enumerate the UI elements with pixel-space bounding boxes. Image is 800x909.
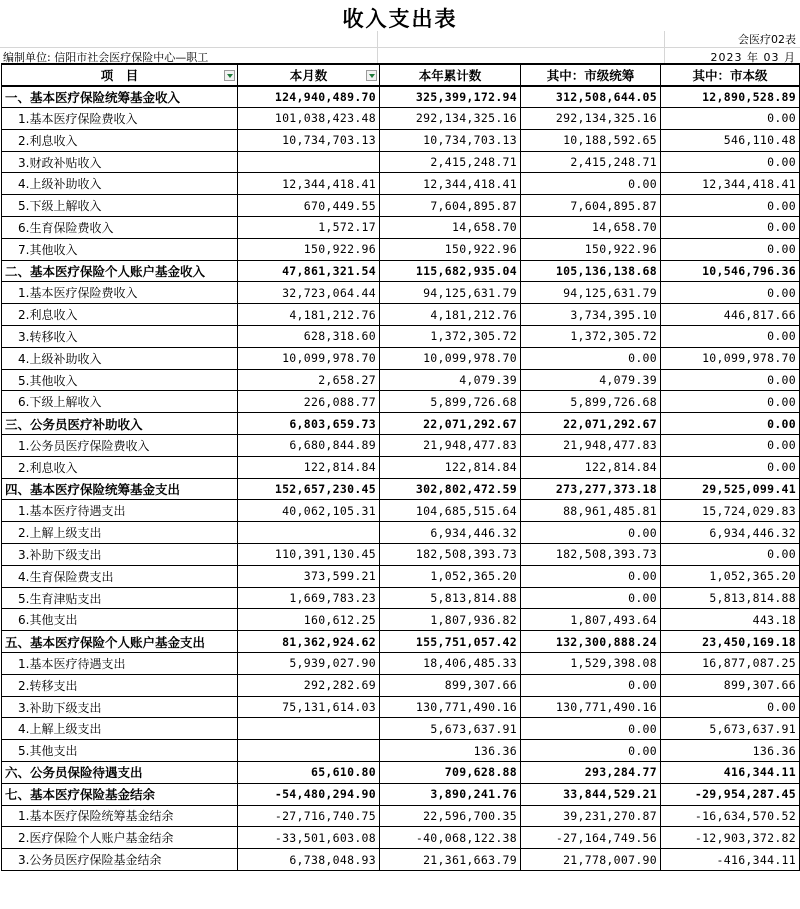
value-cell[interactable]: 110,391,130.45 bbox=[238, 544, 380, 566]
row-label-cell[interactable]: 2.转移支出 bbox=[2, 674, 238, 696]
value-cell[interactable]: 182,508,393.73 bbox=[380, 544, 521, 566]
row-label-cell[interactable]: 2.利息收入 bbox=[2, 304, 238, 326]
value-cell[interactable] bbox=[238, 522, 380, 544]
value-cell[interactable]: 5,673,637.91 bbox=[661, 718, 800, 740]
value-cell[interactable]: -416,344.11 bbox=[661, 849, 800, 871]
value-cell[interactable]: 12,344,418.41 bbox=[380, 173, 521, 195]
value-cell[interactable]: 0.00 bbox=[661, 195, 800, 217]
value-cell[interactable]: 130,771,490.16 bbox=[380, 696, 521, 718]
row-label-cell[interactable]: 4.上解上级支出 bbox=[2, 718, 238, 740]
value-cell[interactable]: 29,525,099.41 bbox=[661, 478, 800, 500]
value-cell[interactable]: 40,062,105.31 bbox=[238, 500, 380, 522]
table-row bbox=[2, 849, 800, 871]
value-cell[interactable]: 12,344,418.41 bbox=[238, 173, 380, 195]
value-cell[interactable]: 0.00 bbox=[521, 587, 661, 609]
row-label-cell[interactable]: 5.其他支出 bbox=[2, 740, 238, 762]
value-cell[interactable]: 7,604,895.87 bbox=[380, 195, 521, 217]
value-cell[interactable]: 1,807,493.64 bbox=[521, 609, 661, 631]
row-label-cell[interactable]: 1.基本医疗待遇支出 bbox=[2, 500, 238, 522]
table-row bbox=[2, 369, 800, 391]
row-label-cell[interactable]: 6.其他支出 bbox=[2, 609, 238, 631]
unit-date-row bbox=[0, 47, 800, 64]
compiling-unit: 编制单位: 信阳市社会医疗保险中心—职工 bbox=[3, 51, 209, 64]
cell-divider bbox=[664, 31, 665, 64]
value-cell[interactable]: 6,803,659.73 bbox=[238, 413, 380, 435]
value-cell[interactable]: 5,899,726.68 bbox=[380, 391, 521, 413]
value-cell[interactable]: -29,954,287.45 bbox=[661, 783, 800, 805]
row-label-cell[interactable]: 4.上级补助收入 bbox=[2, 347, 238, 369]
table-row bbox=[2, 435, 800, 457]
value-cell[interactable]: 0.00 bbox=[521, 740, 661, 762]
value-cell[interactable]: 10,188,592.65 bbox=[521, 129, 661, 151]
value-cell[interactable]: -54,480,294.90 bbox=[238, 783, 380, 805]
income-expense-table bbox=[1, 63, 800, 871]
value-cell[interactable]: 0.00 bbox=[661, 544, 800, 566]
table-section-row bbox=[2, 413, 800, 435]
value-cell[interactable]: 709,628.88 bbox=[380, 762, 521, 784]
value-cell[interactable]: 3,734,395.10 bbox=[521, 304, 661, 326]
value-cell[interactable]: -27,164,749.56 bbox=[521, 827, 661, 849]
value-cell[interactable]: 1,052,365.20 bbox=[380, 565, 521, 587]
table-row bbox=[2, 195, 800, 217]
value-cell[interactable]: 155,751,057.42 bbox=[380, 631, 521, 653]
value-cell[interactable]: 75,131,614.03 bbox=[238, 696, 380, 718]
value-cell[interactable]: 21,948,477.83 bbox=[380, 435, 521, 457]
row-label-cell[interactable]: 4.生育保险费支出 bbox=[2, 565, 238, 587]
table-row bbox=[2, 696, 800, 718]
value-cell[interactable]: 10,734,703.13 bbox=[380, 129, 521, 151]
value-cell[interactable] bbox=[238, 740, 380, 762]
table-row bbox=[2, 347, 800, 369]
value-cell[interactable]: 33,844,529.21 bbox=[521, 783, 661, 805]
value-cell[interactable]: 0.00 bbox=[521, 565, 661, 587]
value-cell[interactable]: 21,948,477.83 bbox=[521, 435, 661, 457]
report-year: 2023 bbox=[710, 51, 743, 64]
value-cell[interactable]: 0.00 bbox=[661, 391, 800, 413]
column-header-city-level: 其中：市本级 bbox=[661, 64, 800, 86]
table-row bbox=[2, 718, 800, 740]
value-cell[interactable]: 10,099,978.70 bbox=[661, 347, 800, 369]
value-cell[interactable]: 10,099,978.70 bbox=[238, 347, 380, 369]
row-label-cell[interactable]: 1.基本医疗待遇支出 bbox=[2, 653, 238, 675]
value-cell[interactable]: 10,546,796.36 bbox=[661, 260, 800, 282]
value-cell[interactable]: 1,807,936.82 bbox=[380, 609, 521, 631]
value-cell[interactable]: 101,038,423.48 bbox=[238, 108, 380, 130]
value-cell[interactable]: -12,903,372.82 bbox=[661, 827, 800, 849]
report-month: 03 bbox=[763, 51, 780, 64]
value-cell[interactable]: 416,344.11 bbox=[661, 762, 800, 784]
row-label-cell[interactable]: 7.其他收入 bbox=[2, 238, 238, 260]
value-cell[interactable]: 104,685,515.64 bbox=[380, 500, 521, 522]
value-cell[interactable]: 0.00 bbox=[661, 435, 800, 457]
row-label-cell[interactable]: 5.其他收入 bbox=[2, 369, 238, 391]
row-label-cell[interactable]: 六、公务员保险待遇支出 bbox=[2, 762, 238, 784]
table-row bbox=[2, 304, 800, 326]
value-cell[interactable]: 0.00 bbox=[521, 347, 661, 369]
row-label-cell[interactable]: 一、基本医疗保险统筹基金收入 bbox=[2, 86, 238, 108]
year-label: 年 bbox=[747, 51, 759, 64]
value-cell[interactable]: 312,508,644.05 bbox=[521, 86, 661, 108]
table-row bbox=[2, 805, 800, 827]
value-cell[interactable]: 5,899,726.68 bbox=[521, 391, 661, 413]
value-cell[interactable]: 292,134,325.16 bbox=[521, 108, 661, 130]
value-cell[interactable]: 47,861,321.54 bbox=[238, 260, 380, 282]
value-cell[interactable]: 0.00 bbox=[661, 238, 800, 260]
row-label-cell[interactable]: 5.生育津贴支出 bbox=[2, 587, 238, 609]
table-row bbox=[2, 674, 800, 696]
row-label-cell[interactable]: 3.财政补贴收入 bbox=[2, 151, 238, 173]
value-cell[interactable]: -27,716,740.75 bbox=[238, 805, 380, 827]
value-cell[interactable]: 0.00 bbox=[521, 718, 661, 740]
row-label-cell[interactable]: 五、基本医疗保险个人账户基金支出 bbox=[2, 631, 238, 653]
value-cell[interactable]: 12,890,528.89 bbox=[661, 86, 800, 108]
row-label-cell[interactable]: 1.基本医疗保险费收入 bbox=[2, 282, 238, 304]
value-cell[interactable]: 1,372,305.72 bbox=[521, 326, 661, 348]
value-cell[interactable]: 899,307.66 bbox=[661, 674, 800, 696]
value-cell[interactable]: 10,099,978.70 bbox=[380, 347, 521, 369]
row-label-cell[interactable]: 3.补助下级支出 bbox=[2, 544, 238, 566]
table-row bbox=[2, 391, 800, 413]
value-cell[interactable]: 0.00 bbox=[661, 217, 800, 239]
table-row bbox=[2, 217, 800, 239]
value-cell[interactable]: 136.36 bbox=[380, 740, 521, 762]
filter-dropdown-icon[interactable] bbox=[366, 70, 377, 81]
row-label-cell[interactable]: 二、基本医疗保险个人账户基金收入 bbox=[2, 260, 238, 282]
value-cell[interactable]: 6,934,446.32 bbox=[661, 522, 800, 544]
value-cell[interactable]: 0.00 bbox=[661, 108, 800, 130]
value-cell[interactable] bbox=[238, 151, 380, 173]
value-cell[interactable]: 446,817.66 bbox=[661, 304, 800, 326]
row-label-cell[interactable]: 2.医疗保险个人账户基金结余 bbox=[2, 827, 238, 849]
row-label-cell[interactable]: 6.下级上解收入 bbox=[2, 391, 238, 413]
filter-dropdown-icon[interactable] bbox=[224, 70, 235, 81]
column-header-city-pool: 其中：市级统筹 bbox=[521, 64, 661, 86]
table-row bbox=[2, 544, 800, 566]
table-section-row bbox=[2, 762, 800, 784]
value-cell[interactable]: 0.00 bbox=[661, 369, 800, 391]
value-cell[interactable]: 5,813,814.88 bbox=[661, 587, 800, 609]
value-cell[interactable]: 130,771,490.16 bbox=[521, 696, 661, 718]
value-cell[interactable]: 122,814.84 bbox=[238, 456, 380, 478]
column-header-item: 项 目 bbox=[2, 64, 238, 86]
table-section-row bbox=[2, 783, 800, 805]
value-cell[interactable]: 1,529,398.08 bbox=[521, 653, 661, 675]
value-cell[interactable]: 0.00 bbox=[661, 282, 800, 304]
value-cell[interactable]: 0.00 bbox=[661, 696, 800, 718]
value-cell[interactable]: 1,052,365.20 bbox=[661, 565, 800, 587]
row-label-cell[interactable]: 1.基本医疗保险费收入 bbox=[2, 108, 238, 130]
table-row bbox=[2, 173, 800, 195]
row-label-cell[interactable]: 2.利息收入 bbox=[2, 129, 238, 151]
value-cell[interactable]: 292,134,325.16 bbox=[380, 108, 521, 130]
table-header-row bbox=[2, 64, 800, 86]
value-cell[interactable]: 81,362,924.62 bbox=[238, 631, 380, 653]
value-cell[interactable]: -40,068,122.38 bbox=[380, 827, 521, 849]
value-cell[interactable]: 5,813,814.88 bbox=[380, 587, 521, 609]
value-cell[interactable]: 5,939,027.90 bbox=[238, 653, 380, 675]
row-label-cell[interactable]: 2.上解上级支出 bbox=[2, 522, 238, 544]
table-row bbox=[2, 108, 800, 130]
value-cell[interactable]: 7,604,895.87 bbox=[521, 195, 661, 217]
table-row bbox=[2, 326, 800, 348]
table-row bbox=[2, 456, 800, 478]
value-cell[interactable]: 1,372,305.72 bbox=[380, 326, 521, 348]
value-cell[interactable]: 150,922.96 bbox=[380, 238, 521, 260]
form-code-row bbox=[0, 30, 800, 47]
value-cell[interactable]: 899,307.66 bbox=[380, 674, 521, 696]
value-cell[interactable]: 150,922.96 bbox=[521, 238, 661, 260]
value-cell[interactable]: 21,361,663.79 bbox=[380, 849, 521, 871]
table-row bbox=[2, 151, 800, 173]
value-cell[interactable]: 16,877,087.25 bbox=[661, 653, 800, 675]
table-row bbox=[2, 129, 800, 151]
value-cell[interactable]: 293,284.77 bbox=[521, 762, 661, 784]
table-row bbox=[2, 522, 800, 544]
row-label-cell[interactable]: 七、基本医疗保险基金结余 bbox=[2, 783, 238, 805]
value-cell[interactable]: 4,079.39 bbox=[380, 369, 521, 391]
value-cell[interactable]: 21,778,007.90 bbox=[521, 849, 661, 871]
report-title: 收入支出表 bbox=[342, 7, 458, 31]
value-cell[interactable]: 0.00 bbox=[661, 326, 800, 348]
row-label-cell[interactable]: 3.补助下级支出 bbox=[2, 696, 238, 718]
month-label: 月 bbox=[784, 51, 796, 64]
table-body bbox=[2, 86, 800, 871]
value-cell[interactable]: 22,071,292.67 bbox=[380, 413, 521, 435]
value-cell[interactable]: 373,599.21 bbox=[238, 565, 380, 587]
value-cell[interactable]: -33,501,603.08 bbox=[238, 827, 380, 849]
column-header-month: 本月数 bbox=[238, 64, 380, 86]
value-cell[interactable]: 94,125,631.79 bbox=[521, 282, 661, 304]
value-cell[interactable] bbox=[238, 718, 380, 740]
value-cell[interactable]: 226,088.77 bbox=[238, 391, 380, 413]
value-cell[interactable]: 10,734,703.13 bbox=[238, 129, 380, 151]
value-cell[interactable]: 4,181,212.76 bbox=[238, 304, 380, 326]
value-cell[interactable]: 0.00 bbox=[661, 151, 800, 173]
table-section-row bbox=[2, 260, 800, 282]
value-cell[interactable]: 1,669,783.23 bbox=[238, 587, 380, 609]
table-section-row bbox=[2, 631, 800, 653]
value-cell[interactable]: 23,450,169.18 bbox=[661, 631, 800, 653]
value-cell[interactable]: 670,449.55 bbox=[238, 195, 380, 217]
value-cell[interactable]: 2,658.27 bbox=[238, 369, 380, 391]
value-cell[interactable]: 32,723,064.44 bbox=[238, 282, 380, 304]
table-row bbox=[2, 653, 800, 675]
value-cell[interactable]: 292,282.69 bbox=[238, 674, 380, 696]
table-row bbox=[2, 565, 800, 587]
column-header-ytd: 本年累计数 bbox=[380, 64, 521, 86]
value-cell[interactable]: 546,110.48 bbox=[661, 129, 800, 151]
row-label-cell[interactable]: 3.转移收入 bbox=[2, 326, 238, 348]
value-cell[interactable]: 0.00 bbox=[521, 674, 661, 696]
form-code: 会医疗02表 bbox=[738, 33, 796, 46]
value-cell[interactable]: 2,415,248.71 bbox=[380, 151, 521, 173]
row-label-cell[interactable]: 四、基本医疗保险统筹基金支出 bbox=[2, 478, 238, 500]
value-cell[interactable]: 0.00 bbox=[661, 413, 800, 435]
value-cell[interactable]: 628,318.60 bbox=[238, 326, 380, 348]
value-cell[interactable]: 115,682,935.04 bbox=[380, 260, 521, 282]
value-cell[interactable]: 22,071,292.67 bbox=[521, 413, 661, 435]
table-row bbox=[2, 282, 800, 304]
value-cell[interactable]: 14,658.70 bbox=[521, 217, 661, 239]
value-cell[interactable]: 124,940,489.70 bbox=[238, 86, 380, 108]
row-label-cell[interactable]: 1.基本医疗保险统筹基金结余 bbox=[2, 805, 238, 827]
value-cell[interactable]: 4,079.39 bbox=[521, 369, 661, 391]
value-cell[interactable]: 2,415,248.71 bbox=[521, 151, 661, 173]
value-cell[interactable]: 152,657,230.45 bbox=[238, 478, 380, 500]
row-label-cell[interactable]: 6.生育保险费收入 bbox=[2, 217, 238, 239]
table-section-row bbox=[2, 86, 800, 108]
value-cell[interactable]: 0.00 bbox=[521, 173, 661, 195]
value-cell[interactable]: 18,406,485.33 bbox=[380, 653, 521, 675]
cell-divider bbox=[377, 31, 378, 64]
value-cell[interactable]: 39,231,270.87 bbox=[521, 805, 661, 827]
value-cell[interactable]: 12,344,418.41 bbox=[661, 173, 800, 195]
row-label-cell[interactable]: 5.下级上解收入 bbox=[2, 195, 238, 217]
value-cell[interactable]: 65,610.80 bbox=[238, 762, 380, 784]
value-cell[interactable]: 5,673,637.91 bbox=[380, 718, 521, 740]
value-cell[interactable]: 1,572.17 bbox=[238, 217, 380, 239]
table-row bbox=[2, 500, 800, 522]
value-cell[interactable]: 302,802,472.59 bbox=[380, 478, 521, 500]
row-label-cell[interactable]: 3.公务员医疗保险基金结余 bbox=[2, 849, 238, 871]
value-cell[interactable]: 6,738,048.93 bbox=[238, 849, 380, 871]
value-cell[interactable]: 105,136,138.68 bbox=[521, 260, 661, 282]
value-cell[interactable]: 6,680,844.89 bbox=[238, 435, 380, 457]
value-cell[interactable]: 3,890,241.76 bbox=[380, 783, 521, 805]
row-label-cell[interactable]: 1.公务员医疗保险费收入 bbox=[2, 435, 238, 457]
value-cell[interactable]: 22,596,700.35 bbox=[380, 805, 521, 827]
table-row bbox=[2, 827, 800, 849]
value-cell[interactable]: 182,508,393.73 bbox=[521, 544, 661, 566]
value-cell[interactable]: 325,399,172.94 bbox=[380, 86, 521, 108]
value-cell[interactable]: 122,814.84 bbox=[521, 456, 661, 478]
value-cell[interactable]: 160,612.25 bbox=[238, 609, 380, 631]
row-label-cell[interactable]: 2.利息收入 bbox=[2, 456, 238, 478]
row-label-cell[interactable]: 三、公务员医疗补助收入 bbox=[2, 413, 238, 435]
value-cell[interactable]: 132,300,888.24 bbox=[521, 631, 661, 653]
value-cell[interactable]: 273,277,373.18 bbox=[521, 478, 661, 500]
value-cell[interactable]: 15,724,029.83 bbox=[661, 500, 800, 522]
table-row bbox=[2, 740, 800, 762]
value-cell[interactable]: 88,961,485.81 bbox=[521, 500, 661, 522]
value-cell[interactable]: 122,814.84 bbox=[380, 456, 521, 478]
table-row bbox=[2, 587, 800, 609]
value-cell[interactable]: 443.18 bbox=[661, 609, 800, 631]
value-cell[interactable]: 150,922.96 bbox=[238, 238, 380, 260]
value-cell[interactable]: 0.00 bbox=[521, 522, 661, 544]
table-row bbox=[2, 609, 800, 631]
value-cell[interactable]: 4,181,212.76 bbox=[380, 304, 521, 326]
value-cell[interactable]: 6,934,446.32 bbox=[380, 522, 521, 544]
table-section-row bbox=[2, 478, 800, 500]
value-cell[interactable]: 14,658.70 bbox=[380, 217, 521, 239]
value-cell[interactable]: 0.00 bbox=[661, 456, 800, 478]
row-label-cell[interactable]: 4.上级补助收入 bbox=[2, 173, 238, 195]
value-cell[interactable]: 94,125,631.79 bbox=[380, 282, 521, 304]
value-cell[interactable]: 136.36 bbox=[661, 740, 800, 762]
value-cell[interactable]: -16,634,570.52 bbox=[661, 805, 800, 827]
table-row bbox=[2, 238, 800, 260]
